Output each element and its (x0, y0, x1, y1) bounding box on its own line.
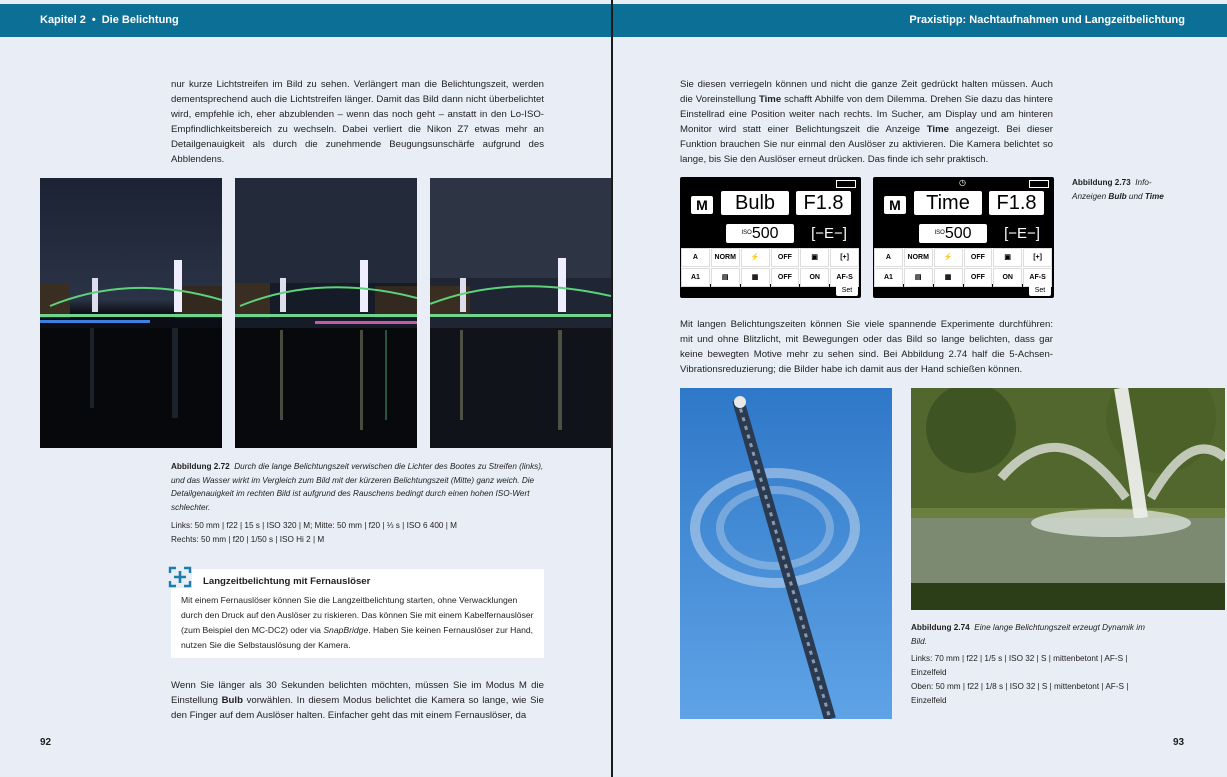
tip-body-text: Mit einem Fernauslöser können Sie die Langzeitbelichtung starten, ohne Verwacklungen durch den Druck auf den Auslöser zu riskieren. Das können Sie mit einem Kabelfernauslöser (zum Beispiel den MC-DC2) oder via (181, 595, 534, 635)
right-intro-bold-2: Time (926, 124, 949, 136)
right-intro-text-1: Sie diesen verriegeln können und nicht die ganze Zeit gedrückt halten müssen. Auch die Voreinstellung (680, 79, 1053, 106)
tip-title: Langzeitbelichtung mit Fernauslöser (203, 576, 371, 587)
lcd-cell: A1 (874, 268, 903, 287)
lcd-cell: A (874, 248, 903, 267)
lcd-cell: AF-S (1023, 268, 1052, 287)
lcd-cell: OFF (771, 268, 800, 287)
lcd-iset-button: Set (836, 285, 858, 296)
lcd-cell: OFF (964, 248, 993, 267)
figure-meta-line2: Oben: 50 mm | f22 | 1/8 s | ISO 32 | S | mittenbetont | AF-S | Einzelfeld (911, 681, 1129, 705)
remote-tip-icon (168, 566, 192, 588)
lcd-exposure: [−E−] (1004, 225, 1040, 242)
lcd-cell: OFF (771, 248, 800, 267)
closing-text-end: vorwählen. In diesem Modus belichtet die Kamera so lange, wie Sie den Finger auf dem Auslöser halten. Einfacher geht das mit einem Fernauslöser, da (171, 695, 544, 722)
lcd-screen-time (873, 177, 1054, 298)
lcd-cell: OFF (964, 268, 993, 287)
chapter-title: Die Belichtung (101, 14, 179, 26)
lcd-cell: ON (993, 268, 1022, 287)
lcd-iso (919, 224, 987, 243)
closing-paragraph (171, 678, 544, 723)
tip-body-italic: SnapBridge (323, 625, 369, 635)
lcd-shutter: Time (914, 191, 982, 215)
right-page-header (613, 4, 1227, 37)
left-page-header (0, 4, 611, 37)
lcd-settings-grid (874, 248, 1052, 284)
right-second-paragraph-text: Mit langen Belichtungszeiten können Sie viele spannende Experimente durchführen: mit und ohne Blitzlicht, mit Bewegungen oder das Bild so lange belichten, dass gar keine bewegten Motive mehr zu sehen sind. Bei Abbildung 2.74 half die 5-Achsen-Vibrationsreduzierung; die Bilder habe ich damit aus der Hand schießen können. (680, 319, 1053, 376)
section-title: Praxistipp: Nachtaufnahmen und Langzeitbelichtung (909, 14, 1185, 26)
figure-caption-2-74 (911, 621, 1151, 707)
tip-body (181, 593, 537, 653)
figure-caption-text: Eine lange Belichtungszeit erzeugt Dynamik im Bild. (911, 623, 1145, 646)
right-intro-text-3: angezeigt. Bei dieser Funktion brauchen Sie nur einmal den Auslöser zu aktivieren. Die Kamera belichtet so lange, bis Sie den Auslöser erneut drücken. Das finde ich sehr praktisch. (680, 124, 1054, 166)
lcd-cell: A (681, 248, 710, 267)
lcd-iso-value: 500 (751, 225, 779, 242)
lcd-cell: A1 (681, 268, 710, 287)
lcd-cell: NORM (904, 248, 933, 267)
page-number-right: 93 (1173, 737, 1185, 748)
lcd-cell: ▣ (800, 248, 829, 267)
lcd-iset-button: Set (1029, 285, 1051, 296)
figure-caption-bold-2: Time (1144, 191, 1164, 201)
figure-caption-2-72 (171, 460, 544, 546)
tip-body-text-end: . Haben Sie keinen Fernauslöser zur Hand, nutzen Sie die Selbstauslösung der Kamera. (181, 625, 534, 650)
lcd-cell: ▤ (711, 268, 740, 287)
figure-meta-line1: Links: 70 mm | f22 | 1/5 s | ISO 32 | S | mittenbetont | AF-S | Einzelfeld (911, 654, 1128, 678)
night-bridge-photo-right (430, 178, 611, 448)
figure-caption-bold-1: Bulb (1108, 191, 1127, 201)
swing-ride-photo (680, 388, 892, 719)
timer-icon: ◷ (959, 178, 966, 187)
figure-caption-text-1: Info-Anzeigen (1072, 178, 1152, 201)
intro-paragraph-text: nur kurze Lichtstreifen im Bild zu sehen. Verlängert man die Belichtungszeit, werden dementsprechend auch die Lichtstreifen länger. Damit das Bild dann nicht überbelichtet wird, empfehle ich, eher abzublenden – wenn das noch geht – anstatt in den Lo-ISO-Empfindlichkeitsbereich zu wechseln. Dabei verliert die Nikon Z7 etwas mehr an Detailgenauigkeit als durch die zunehmende Beugungsunschärfe aufgrund des Abblendens. (171, 79, 544, 166)
lcd-aperture: F1.8 (989, 191, 1044, 215)
lcd-screen-bulb (680, 177, 861, 298)
lcd-cell: ON (800, 268, 829, 287)
intro-paragraph (171, 77, 544, 168)
battery-icon (1029, 180, 1049, 188)
night-bridge-photo-left (40, 178, 222, 448)
right-intro-text-2: schafft Abhilfe von dem Dilemma. Drehen Sie dazu das hintere Einstellrad eine Position weiter nach rechts. Im Sucher, am Display und am hinteren Monitor wird statt einer Belichtungszeit die Anzeige (680, 94, 1053, 136)
night-bridge-photo-middle (235, 178, 417, 448)
figure-meta-line1: Links: 50 mm | f22 | 15 s | ISO 320 | M; Mitte: 50 mm | f20 | ⅓ s | ISO 6 400 | M (171, 520, 457, 530)
figure-caption-text: Durch die lange Belichtungszeit verwischen die Lichter des Bootes zu Streifen (links), und das Wasser wirkt im Vergleich zum Bild mit der kürzeren Belichtungszeit (Mitte) ganz weich. Die Detailgenauigkeit im rechten Bild ist aufgrund des Rauschens bedingt durch einen hohen ISO-Wert schlechter. (171, 462, 544, 513)
left-page (0, 0, 611, 775)
figure-caption-2-73 (1072, 176, 1182, 203)
lcd-cell: ⚡ (934, 248, 963, 267)
figure-meta-line2: Rechts: 50 mm | f20 | 1/50 s | ISO Hi 2 | M (171, 534, 325, 544)
lcd-iso-prefix: ISO (741, 230, 752, 236)
figure-caption-text-2: und (1126, 191, 1145, 201)
lcd-iso-value: 500 (944, 225, 972, 242)
right-intro-bold-1: Time (758, 94, 782, 106)
closing-bold: Bulb (221, 695, 243, 707)
lcd-cell: ▣ (993, 248, 1022, 267)
page-number-left: 92 (40, 737, 52, 748)
lcd-cell: NORM (711, 248, 740, 267)
header-separator: • (91, 14, 96, 26)
lcd-cell: ▦ (741, 268, 770, 287)
lcd-cell: [+] (1023, 248, 1052, 267)
lcd-mode: M (691, 196, 713, 214)
lcd-cell: AF-S (830, 268, 859, 287)
right-intro-paragraph (680, 77, 1053, 168)
lcd-cell: [+] (830, 248, 859, 267)
lcd-settings-grid (681, 248, 859, 284)
right-second-paragraph (680, 317, 1053, 377)
lcd-cell: ▤ (904, 268, 933, 287)
lcd-iso-prefix: ISO (934, 230, 945, 236)
fountain-photo (911, 388, 1225, 610)
closing-text: Wenn Sie länger als 30 Sekunden belichten möchten, müssen Sie im Modus M die Einstellung (171, 680, 544, 707)
chapter-label: Kapitel 2 (40, 14, 86, 26)
lcd-exposure: [−E−] (811, 225, 847, 242)
right-page (613, 0, 1227, 775)
lcd-aperture: F1.8 (796, 191, 851, 215)
lcd-iso (726, 224, 794, 243)
lcd-mode: M (884, 196, 906, 214)
figure-label: Abbildung 2.72 (171, 462, 230, 471)
lcd-shutter: Bulb (721, 191, 789, 215)
figure-label: Abbildung 2.74 (911, 623, 970, 632)
lcd-cell: ⚡ (741, 248, 770, 267)
figure-label: Abbildung 2.73 (1072, 178, 1131, 187)
lcd-cell: ▦ (934, 268, 963, 287)
battery-icon (836, 180, 856, 188)
